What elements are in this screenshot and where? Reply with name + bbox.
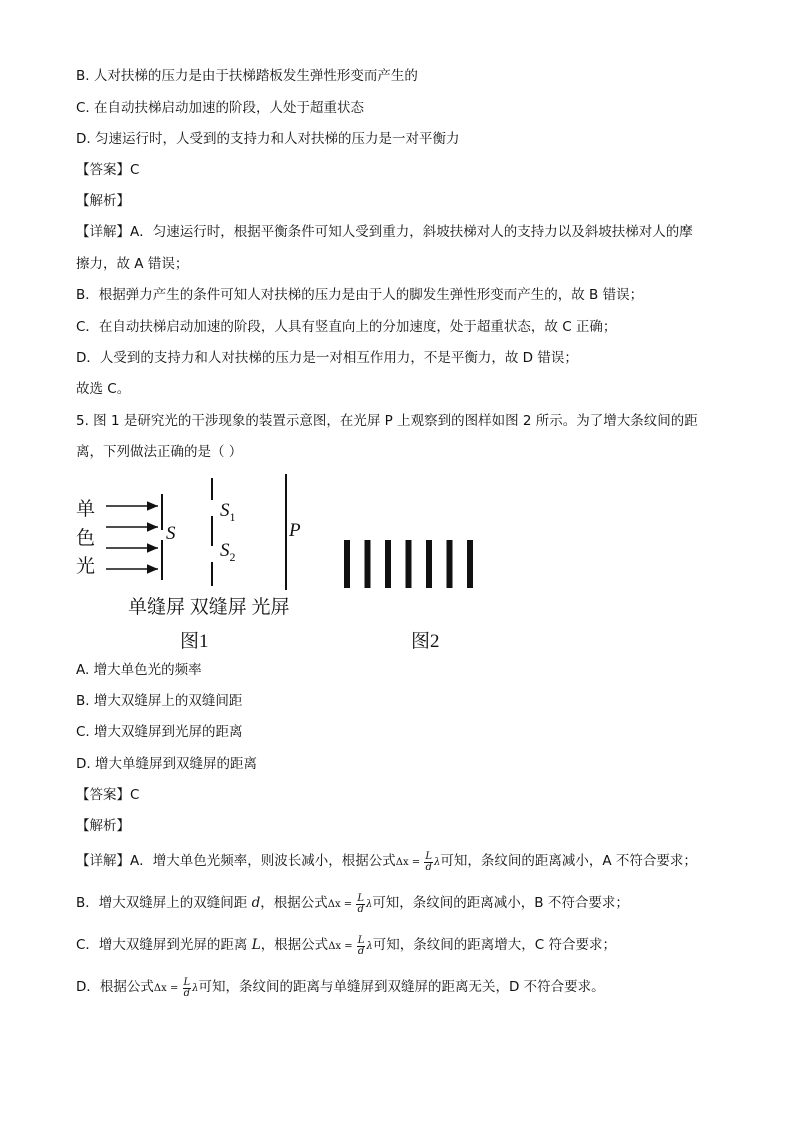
answer-value: C [130, 787, 140, 803]
detail-5-b-var: d [251, 895, 261, 911]
formula-lambda: λ [365, 899, 373, 910]
detail-4-line5: D．人受到的支持力和人对扶梯的压力是一对相互作用力，不是平衡力，故 D 错误； [76, 350, 578, 366]
detail-4-line4: C．在自动扶梯启动加速的阶段，人具有竖直向上的分加速度，处于超重状态，故 C 正确； [76, 319, 617, 335]
detail-5-a-pre: 【详解】A．增大单色光频率，则波长减小，根据公式 [76, 853, 396, 869]
option-d: D. 增大单缝屏到双缝屏的距离 [76, 756, 257, 772]
formula-lhs: Δx = [327, 899, 353, 910]
formula-num: L [183, 977, 191, 988]
screen-labels: 单缝屏 双缝屏 光屏 [128, 597, 290, 618]
fringe-bar [385, 540, 391, 588]
detail-5-a [76, 851, 697, 873]
fringe-bar [406, 540, 412, 588]
formula-den: d [183, 988, 191, 999]
option-b-prev: B. 人对扶梯的压力是由于扶梯踏板发生弹性形变而产生的 [76, 68, 418, 84]
answer-4 [76, 160, 139, 180]
formula-fraction [357, 936, 366, 957]
detail-5-c-mid: ，根据公式 [260, 937, 329, 953]
option-c: C. 增大双缝屏到光屏的距离 [76, 724, 243, 740]
detail-4-line2: 擦力，故 A 错误； [76, 256, 189, 272]
formula-num: L [425, 851, 432, 862]
fringe-pattern [340, 538, 500, 598]
detail-5-a-post: 可知，条纹间的距离减小，A 不符合要求； [440, 853, 697, 869]
detail-5-c-pre: C．增大双缝屏到光屏的距离 [76, 937, 252, 953]
fringe-bar [365, 540, 371, 588]
label-s1-sub: 1 [229, 509, 236, 524]
formula-fraction [356, 894, 365, 915]
detail-4-line1: 【详解】A．匀速运行时，根据平衡条件可知人受到重力，斜坡扶梯对人的支持力以及斜坡扶梯对人的摩 [76, 224, 693, 240]
detail-5-c [76, 935, 616, 957]
formula-num: L [357, 893, 364, 904]
label-s: S [166, 523, 176, 544]
figure-1-caption: 图1 [180, 631, 209, 652]
answer-tag: 【答案】 [76, 162, 130, 178]
detail-5-b-post: 可知，条纹间的距离减小，B 不符合要求； [372, 895, 629, 911]
detail-5-c-post: 可知，条纹间的距离增大，C 符合要求； [372, 937, 616, 953]
answer-5 [76, 785, 139, 805]
label-s1-main: S [220, 500, 230, 521]
formula-b [327, 893, 373, 915]
light-label-3: 光 [76, 556, 96, 577]
answer-tag: 【答案】 [76, 787, 130, 803]
detail-5-d-pre: D．根据公式 [76, 979, 154, 995]
formula-lhs: Δx = [395, 857, 421, 868]
answer-value: C [130, 162, 140, 178]
label-p: P [289, 520, 301, 541]
option-d-prev: D. 匀速运行时，人受到的支持力和人对扶梯的压力是一对平衡力 [76, 131, 460, 147]
analysis-5-tag: 【解析】 [76, 818, 130, 834]
label-s2 [220, 540, 236, 565]
detail-4-line3: B．根据弹力产生的条件可知人对扶梯的压力是由于人的脚发生弹性形变而产生的，故 B 错误； [76, 287, 644, 303]
formula-d [153, 977, 199, 999]
option-b: B. 增大双缝屏上的双缝间距 [76, 693, 243, 709]
fringe-bar [426, 540, 432, 588]
fringe-bar [344, 540, 350, 588]
figure-interference [0, 468, 794, 658]
option-c-prev: C. 在自动扶梯启动加速的阶段，人处于超重状态 [76, 100, 365, 116]
detail-5-c-var: L [251, 937, 261, 953]
detail-5-b [76, 893, 629, 915]
label-s2-main: S [220, 540, 230, 561]
figure-2-caption: 图2 [411, 631, 440, 652]
detail-5-d [76, 977, 605, 999]
detail-4-line6: 故选 C。 [76, 381, 131, 397]
label-s1 [220, 500, 236, 525]
fringe-bar [467, 540, 473, 588]
formula-num: L [357, 935, 365, 946]
detail-5-b-mid: ，根据公式 [260, 895, 328, 911]
formula-den: d [357, 946, 365, 957]
fringe-bar [447, 540, 453, 588]
label-s2-sub: 2 [229, 549, 236, 564]
detail-5-d-post: 可知，条纹间的距离与单缝屏到双缝屏的距离无关，D 不符合要求。 [198, 979, 605, 995]
formula-fraction [183, 978, 192, 999]
formula-lhs: Δx = [153, 983, 179, 994]
formula-c [328, 935, 373, 957]
light-label-1: 单 [76, 499, 96, 520]
question-5-line2: 离，下列做法正确的是（ ） [76, 444, 243, 460]
formula-fraction [424, 852, 433, 873]
formula-lambda: λ [434, 857, 441, 868]
question-5-line1: 5. 图 1 是研究光的干涉现象的装置示意图，在光屏 P 上观察到的图样如图 2 所示。为了增大条纹间的距 [76, 413, 698, 429]
formula-lambda: λ [366, 941, 373, 952]
formula-lhs: Δx = [328, 941, 353, 952]
light-label-2: 色 [76, 528, 96, 549]
formula-a [395, 851, 441, 873]
formula-den: d [357, 904, 364, 915]
analysis-4-tag: 【解析】 [76, 193, 130, 209]
formula-den: d [425, 862, 432, 873]
option-a: A. 增大单色光的频率 [76, 662, 202, 678]
detail-5-b-pre: B．增大双缝屏上的双缝间距 [76, 895, 252, 911]
formula-lambda: λ [192, 983, 199, 994]
